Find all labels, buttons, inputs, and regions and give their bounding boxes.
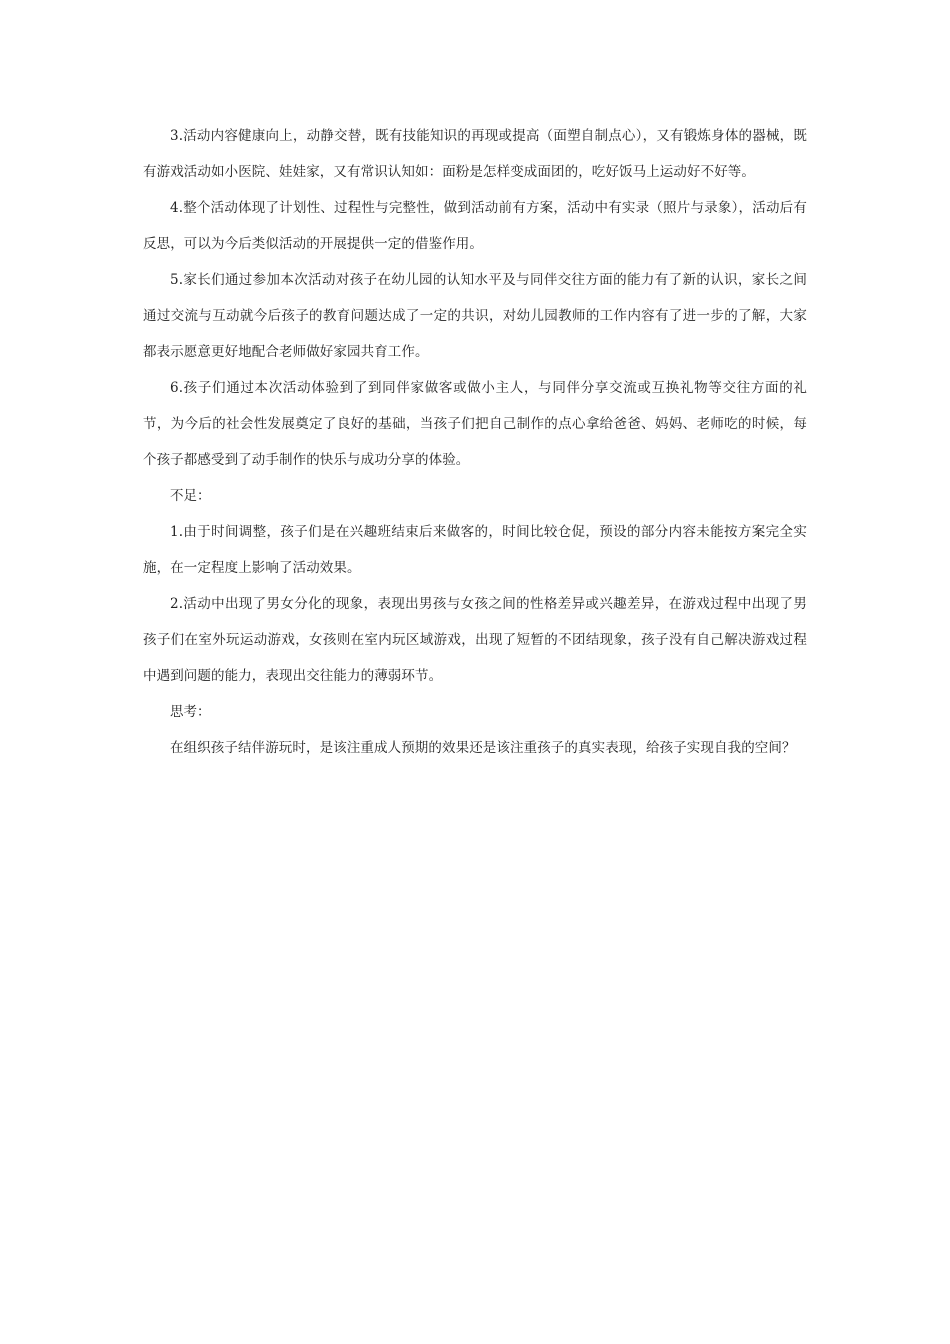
shortcomings-heading: 不足： [170, 488, 211, 504]
paragraph-item-4: 4.整个活动体现了计划性、过程性与完整性，做到活动前有方案，活动中有实录（照片与录象），活动后有反思，可以为今后类似活动的开展提供一定的借鉴作用。 [143, 200, 807, 252]
shortcoming-item-2: 2.活动中出现了男女分化的现象，表现出男孩与女孩之间的性格差异或兴趣差异，在游戏过程中出现了男孩子们在室外玩运动游戏，女孩则在室内玩区域游戏，出现了短暂的不团结现象，孩子没有自己解决游戏过程中遇到问题的能力，表现出交往能力的薄弱环节。 [143, 596, 807, 684]
paragraph-item-6: 6.孩子们通过本次活动体验到了到同伴家做客或做小主人，与同伴分享交流或互换礼物等交往方面的礼节，为今后的社会性发展奠定了良好的基础，当孩子们把自己制作的点心拿给爸爸、妈妈、老师吃的时候，每个孩子都感受到了动手制作的快乐与成功分享的体验。 [143, 380, 807, 468]
document-body [143, 118, 807, 766]
paragraph-item-5: 5.家长们通过参加本次活动对孩子在幼儿园的认知水平及与同伴交往方面的能力有了新的认识，家长之间通过交流与互动就今后孩子的教育问题达成了一定的共识，对幼儿园教师的工作内容有了进一步的了解，大家都表示愿意更好地配合老师做好家园共育工作。 [143, 272, 807, 360]
reflection-text: 在组织孩子结伴游玩时，是该注重成人预期的效果还是该注重孩子的真实表现，给孩子实现自我的空间？ [170, 740, 796, 756]
reflection-heading: 思考： [170, 704, 211, 720]
paragraph-item-3: 3.活动内容健康向上，动静交替，既有技能知识的再现或提高（面塑自制点心），又有锻炼身体的器械，既有游戏活动如小医院、娃娃家，又有常识认知如：面粉是怎样变成面团的，吃好饭马上运动好不好等。 [143, 128, 807, 180]
shortcoming-item-1: 1.由于时间调整，孩子们是在兴趣班结束后来做客的，时间比较仓促，预设的部分内容未能按方案完全实施，在一定程度上影响了活动效果。 [143, 524, 807, 576]
